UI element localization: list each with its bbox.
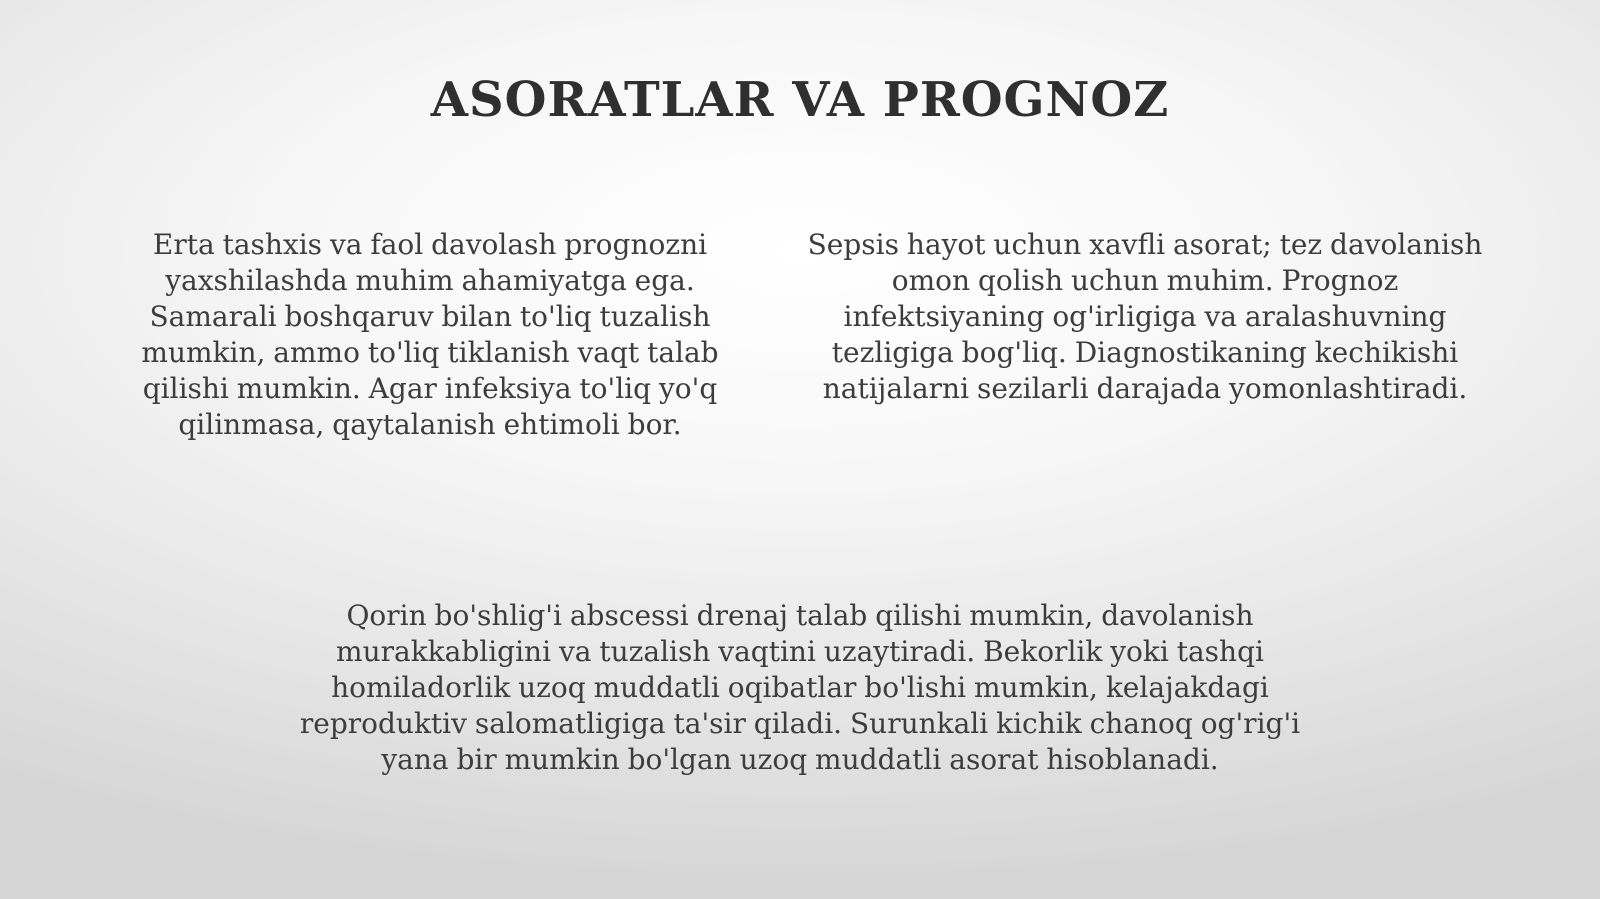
sepsis-paragraph: Sepsis hayot uchun xavfli asorat; tez davolanish omon qolish uchun muhim. Prognoz infektsiyaning og'irligiga va aralashuvning tezligiga bog'liq. Diagnostikaning kechikishi natijalarni sezilarli darajada yomonlashtiradi. <box>807 228 1483 405</box>
long-term-complications-paragraph: Qorin bo'shlig'i abscessi drenaj talab qilishi mumkin, davolanish murakkabligini va tuzalish vaqtini uzaytiradi. Bekorlik yoki tashqi homiladorlik uzoq muddatli oqibatlar bo'lishi mumkin, kelajakdagi reproduktiv salomatligiga ta'sir qiladi. Surunkali kichik chanoq og'rig'i yana bir mumkin bo'lgan uzoq muddatli asorat hisoblanadi. <box>299 599 1301 776</box>
slide-title: ASORATLAR VA PROGNOZ <box>430 72 1170 128</box>
prognosis-paragraph: Erta tashxis va faol davolash prognozni yaxshilashda muhim ahamiyatga ega. Samarali boshqaruv bilan to'liq tuzalish mumkin, ammo to'liq tiklanish vaqt talab qilishi mumkin. Agar infeksiya to'liq yo'q qilinmasa, qaytalanish ehtimoli bor. <box>141 228 719 441</box>
